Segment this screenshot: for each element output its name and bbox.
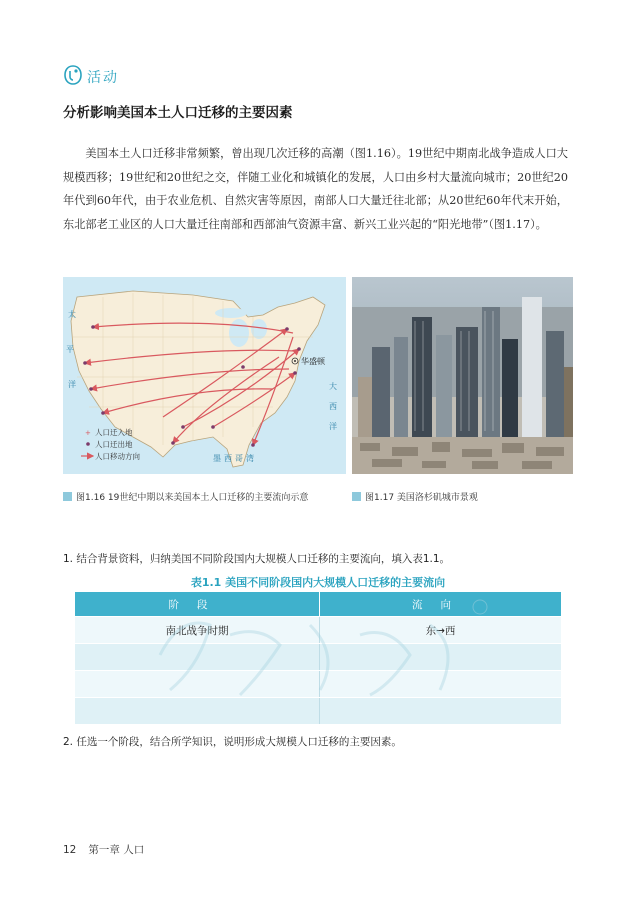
page-footer bbox=[63, 842, 144, 857]
map-legend bbox=[81, 427, 140, 461]
ocean-left-1: 太 bbox=[68, 310, 76, 319]
table-header-direction: 流向 bbox=[320, 592, 562, 617]
city-skyline-svg bbox=[352, 277, 573, 474]
map-svg bbox=[63, 277, 346, 474]
city-label: 华盛顿 bbox=[301, 357, 325, 366]
section-heading: 分析影响美国本土人口迁移的主要因素 bbox=[63, 105, 293, 121]
figure-1-caption: 图1.16 19世纪中期以来美国本土人口迁移的主要流向示意 bbox=[63, 490, 308, 503]
us-migration-map bbox=[63, 277, 346, 474]
page-number: 12 bbox=[63, 844, 77, 856]
figure-2-caption: 图1.17 美国洛杉矶城市景观 bbox=[352, 490, 478, 503]
table-cell[interactable] bbox=[75, 671, 320, 698]
ocean-left-2: 平 bbox=[66, 345, 74, 354]
question-2: 2. 任选一个阶段，结合所学知识，说明形成大规模人口迁移的主要因素。 bbox=[63, 736, 402, 748]
activity-icon bbox=[63, 64, 83, 86]
gulf-label: 墨西哥湾 bbox=[213, 454, 257, 463]
activity-label: 活动 bbox=[87, 70, 119, 86]
table-cell[interactable] bbox=[75, 644, 320, 671]
ocean-left-3: 洋 bbox=[68, 380, 76, 389]
legend-out: 人口迁出地 bbox=[95, 440, 133, 449]
table-row bbox=[75, 644, 562, 671]
table-row bbox=[75, 671, 562, 698]
table-header-stage: 阶段 bbox=[75, 592, 320, 617]
chapter-title: 第一章 人口 bbox=[88, 844, 145, 856]
lake-michigan bbox=[229, 319, 249, 347]
table-row bbox=[75, 617, 562, 644]
table-cell[interactable]: 南北战争时期 bbox=[75, 617, 320, 644]
table-cell[interactable] bbox=[320, 698, 562, 725]
migration-table bbox=[74, 591, 562, 725]
ocean-right-2: 西 bbox=[329, 402, 337, 411]
los-angeles-photo bbox=[352, 277, 573, 474]
ocean-right-3: 洋 bbox=[329, 422, 337, 431]
legend-flow: 人口移动方向 bbox=[95, 452, 140, 461]
svg-text:+: + bbox=[85, 429, 91, 437]
table-caption: 表1.1 美国不同阶段国内大规模人口迁移的主要流向 bbox=[190, 576, 446, 589]
table-cell[interactable] bbox=[320, 644, 562, 671]
table-cell[interactable]: 东→西 bbox=[320, 617, 562, 644]
table-header-row bbox=[75, 592, 562, 617]
table-row bbox=[75, 698, 562, 725]
legend-in: 人口迁入地 bbox=[95, 428, 133, 437]
caption-marker bbox=[352, 492, 361, 501]
lake-huron bbox=[251, 319, 267, 339]
question-1: 1. 结合背景资料，归纳美国不同阶段国内大规模人口迁移的主要流向，填入表1.1。 bbox=[63, 553, 451, 565]
background-paragraph bbox=[63, 142, 568, 236]
paragraph-text: 美国本土人口迁移非常频繁，曾出现几次迁移的高潮（图1.16）。19世纪中期南北战争造成人口大规模西移；19世纪和20世纪之交，伴随工业化和城镇化的发展，人口由乡村大量流向城市；20世纪20年代到60年代，由于农业危机、自然灾害等原因，南部人口大量迁往北部；从20世纪60年代末开始，东北部老工业区的人口大量迁往南部和西部油气资源丰富、新兴工业兴起的“阳光地带”（图1.17）。 bbox=[63, 147, 568, 231]
lake-superior bbox=[215, 308, 247, 318]
table-cell[interactable] bbox=[320, 671, 562, 698]
ocean-right-1: 大 bbox=[329, 382, 337, 391]
caption-marker bbox=[63, 492, 72, 501]
table-cell[interactable] bbox=[75, 698, 320, 725]
